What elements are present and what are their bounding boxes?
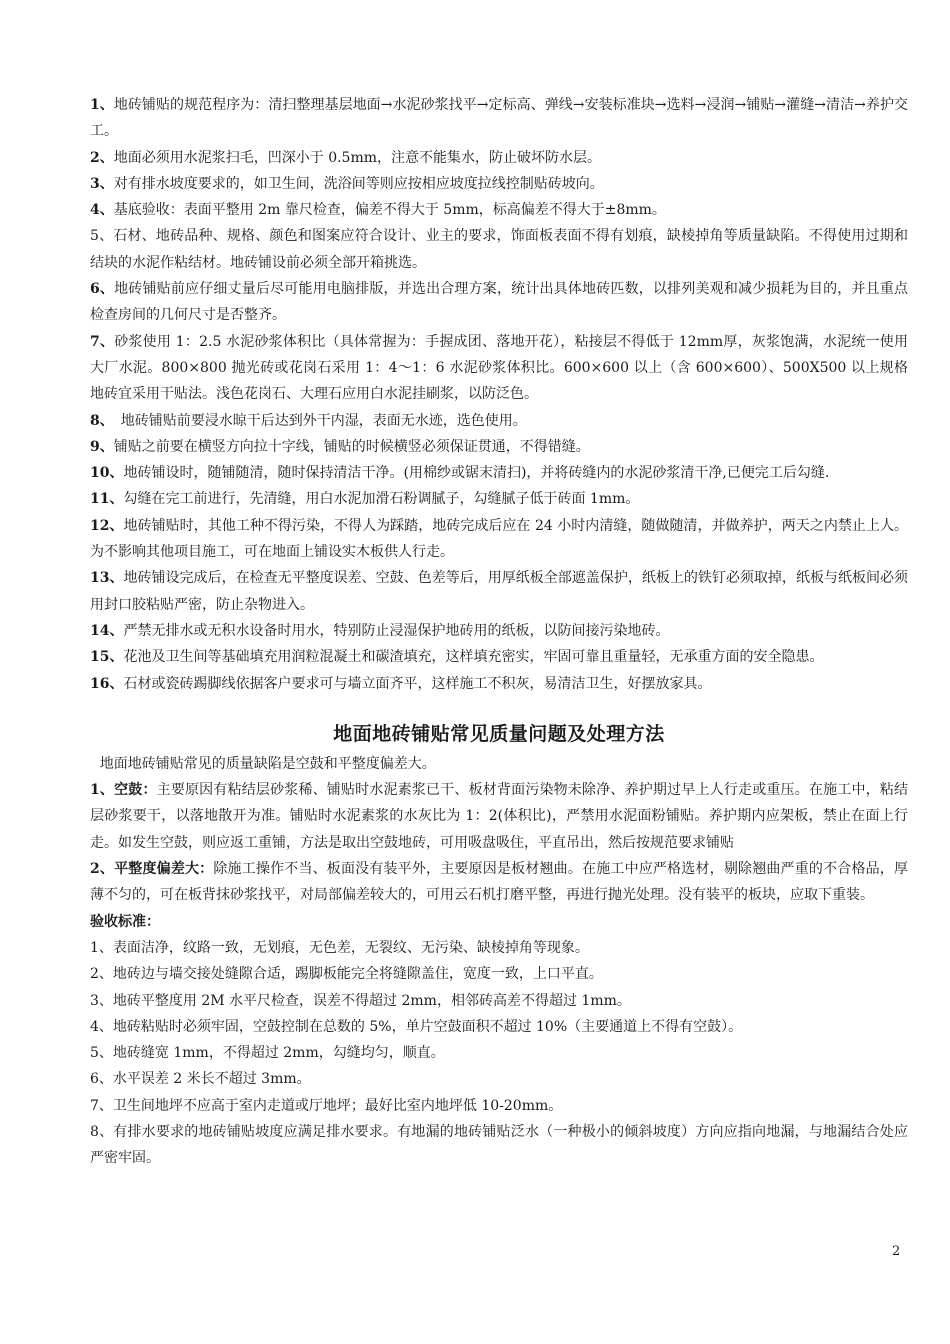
rule-text: 勾缝在完工前进行，先清缝，用白水泥加滑石粉调腻子，勾缝腻子低于砖面 1mm。 <box>123 491 640 508</box>
acceptance-item: 5、地砖缝宽 1mm，不得超过 2mm，勾缝均匀，顺直。 <box>90 1045 445 1062</box>
rule-number: 14、 <box>90 622 124 639</box>
rule-text: 石材、地砖品种、规格、颜色和图案应符合设计、业主的要求，饰面板表面不得有划痕，缺棱掉角等质量缺陷。不得使用过期和结块的水泥作粘结材。地砖铺设前必须全部开箱挑选。 <box>90 228 908 271</box>
rule-number: 11、 <box>90 491 124 508</box>
acceptance-item: 7、卫生间地坪不应高于室内走道或厅地坪；最好比室内地坪低 10-20mm。 <box>90 1097 563 1114</box>
rule-item <box>90 460 908 486</box>
problem-text: 主要原因有粘结层砂浆稀、铺贴时水泥素浆已干、板材背面污染物未除净、养护期过早上人行走或重压。在施工中，粘结层砂浆要干，以落地散开为准。铺贴时水泥素浆的水灰比为 1：2(体积比)，严禁用水泥面粉铺贴。养护期内应架板，禁止在面上行走。如发生空鼓，则应返工重铺，方法是取出空鼓地砖，可用吸盘吸住，平直吊出，然后按规范要求铺贴 <box>90 782 908 851</box>
rule-text: 对有排水坡度要求的，如卫生间，洗浴间等则应按相应坡度拉线控制贴砖坡向。 <box>113 175 604 192</box>
rule-number: 6、 <box>90 281 115 298</box>
rule-item <box>90 171 908 197</box>
rule-item <box>90 644 908 670</box>
rule-number: 5、 <box>90 228 114 245</box>
section-title: 地面地砖铺贴常见质量问题及处理方法 <box>333 722 665 745</box>
problem-heading: 2、平整度偏差大： <box>90 861 214 878</box>
rule-item <box>90 618 908 644</box>
rule-text: 地砖铺贴时，其他工种不得污染，不得人为踩踏，地砖完成后应在 24 小时内清缝，随做随清，并做养护，两天之内禁止上人。为不影响其他项目施工，可在地面上铺设实木板供人行走。 <box>90 517 908 561</box>
rule-item <box>90 565 908 618</box>
rule-text: 基底验收：表面平整用 2m 靠尺检查，偏差不得大于 5mm，标高偏差不得大于±8mm。 <box>113 202 666 219</box>
rule-text: 地砖铺贴前要浸水晾干后达到外干内湿，表面无水迹，选色使用。 <box>106 412 527 429</box>
rule-text: 地面必须用水泥浆扫毛，凹深小于 0.5mm，注意不能集水，防止破坏防水层。 <box>113 149 602 166</box>
problem-heading: 1、空鼓： <box>90 782 157 799</box>
rule-item <box>90 329 908 408</box>
rule-text: 地砖铺贴前应仔细丈量后尽可能用电脑排版，并选出合理方案，统计出具体地砖匹数，以排列美观和减少损耗为目的，并且重点检查房间的几何尺寸是否整齐。 <box>90 281 908 324</box>
problem-item <box>90 777 908 856</box>
rule-number: 8、 <box>90 412 107 429</box>
rule-item <box>90 276 908 329</box>
rule-text: 地砖铺设时，随铺随清，随时保持清洁干净。(用棉纱或锯末清扫)，并将砖缝内的水泥砂浆清干净,已便完工后勾缝. <box>123 465 830 482</box>
rule-number: 15、 <box>90 649 124 666</box>
rule-item <box>90 223 908 276</box>
rule-number: 4、 <box>90 202 114 219</box>
rule-number: 9、 <box>90 438 114 455</box>
rule-item <box>90 513 908 566</box>
rule-text: 地砖铺贴的规范程序为：清扫整理基层地面→水泥砂浆找平→定标高、弹线→安装标准块→选料→浸润→铺贴→灌缝→清洁→养护交工。 <box>90 97 908 140</box>
rule-number: 1、 <box>90 97 114 113</box>
construction-rules <box>90 92 908 697</box>
rule-number: 7、 <box>90 333 115 350</box>
rule-number: 16、 <box>90 675 124 692</box>
problem-item <box>90 856 908 909</box>
problem-text: 除施工操作不当、板面没有装平外，主要原因是板材翘曲。在施工中应严格选材，剔除翘曲严重的不合格品，厚薄不匀的，可在板背抹砂浆找平，对局部偏差较大的，可用云石机打磨平整，再进行抛光处理。没有装平的板块，应取下重装。 <box>90 861 908 904</box>
page-number: 2 <box>892 1244 901 1259</box>
rule-item <box>90 486 908 512</box>
section-intro: 地面地砖铺贴常见的质量缺陷是空鼓和平整度偏差大。 <box>99 755 436 772</box>
rule-item <box>90 145 908 171</box>
rule-text: 石材或瓷砖踢脚线依据客户要求可与墙立面齐平，这样施工不积灰，易清洁卫生，好摆放家具。 <box>123 675 712 692</box>
rule-text: 地砖铺设完成后，在检查无平整度误差、空鼓、色差等后，用厚纸板全部遮盖保护，纸板上的铁钉必须取掉，纸板与纸板间必须用封口胶粘贴严密，防止杂物进入。 <box>90 570 909 613</box>
rule-number: 13、 <box>90 570 124 587</box>
rule-item <box>90 197 908 223</box>
rule-text: 严禁无排水或无积水设备时用水，特别防止浸湿保护地砖用的纸板，以防间接污染地砖。 <box>123 622 670 639</box>
rule-text: 砂浆使用 1：2.5 水泥砂浆体积比（具体常握为：手握成团、落地开花），粘接层不得低于 12mm厚，灰浆饱满，水泥统一使用大厂水泥。800×800 抛光砖或花岗石采用 1：4～1：6 水泥砂浆体积比。600×600 以上（含 600×600）、500X500 以上规格地砖宜采用干贴法。浅色花岗石、大理石应用白水泥挂刷浆，以防泛色。 <box>90 333 908 403</box>
rule-item <box>90 671 908 697</box>
rule-item <box>90 92 908 145</box>
acceptance-item: 3、地砖平整度用 2M 水平尺检查，误差不得超过 2mm，相邻砖高差不得超过 1mm。 <box>90 992 631 1009</box>
rule-item <box>90 434 908 460</box>
rule-item <box>90 408 908 434</box>
acceptance-title: 验收标准： <box>90 913 160 930</box>
acceptance-item: 6、水平误差 2 米长不超过 3mm。 <box>90 1071 311 1088</box>
acceptance-item: 2、地砖边与墙交接处缝隙合适，踢脚板能完全将缝隙盖住，宽度一致，上口平直。 <box>90 966 603 983</box>
rule-number: 2、 <box>90 149 114 166</box>
rule-text: 花池及卫生间等基础填充用润粒混凝土和碳渣填充，这样填充密实，牢固可靠且重量轻，无承重方面的安全隐患。 <box>123 649 824 666</box>
rule-text: 铺贴之前要在横竖方向拉十字线，铺贴的时候横竖必须保证贯通，不得错缝。 <box>113 438 590 455</box>
acceptance-item: 8、有排水要求的地砖铺贴坡度应满足排水要求。有地漏的地砖铺贴泛水（一种极小的倾斜坡度）方向应指向地漏，与地漏结合处应严密牢固。 <box>90 1123 908 1167</box>
rule-number: 12、 <box>90 517 124 534</box>
rule-number: 10、 <box>90 465 124 482</box>
acceptance-item: 1、表面洁净，纹路一致，无划痕，无色差，无裂纹、无污染、缺棱掉角等现象。 <box>90 939 589 956</box>
document-page <box>90 92 908 1172</box>
rule-number: 3、 <box>90 175 114 192</box>
acceptance-item: 4、地砖粘贴时必须牢固，空鼓控制在总数的 5%，单片空鼓面积不超过 10%（主要通道上不得有空鼓）。 <box>90 1018 743 1035</box>
